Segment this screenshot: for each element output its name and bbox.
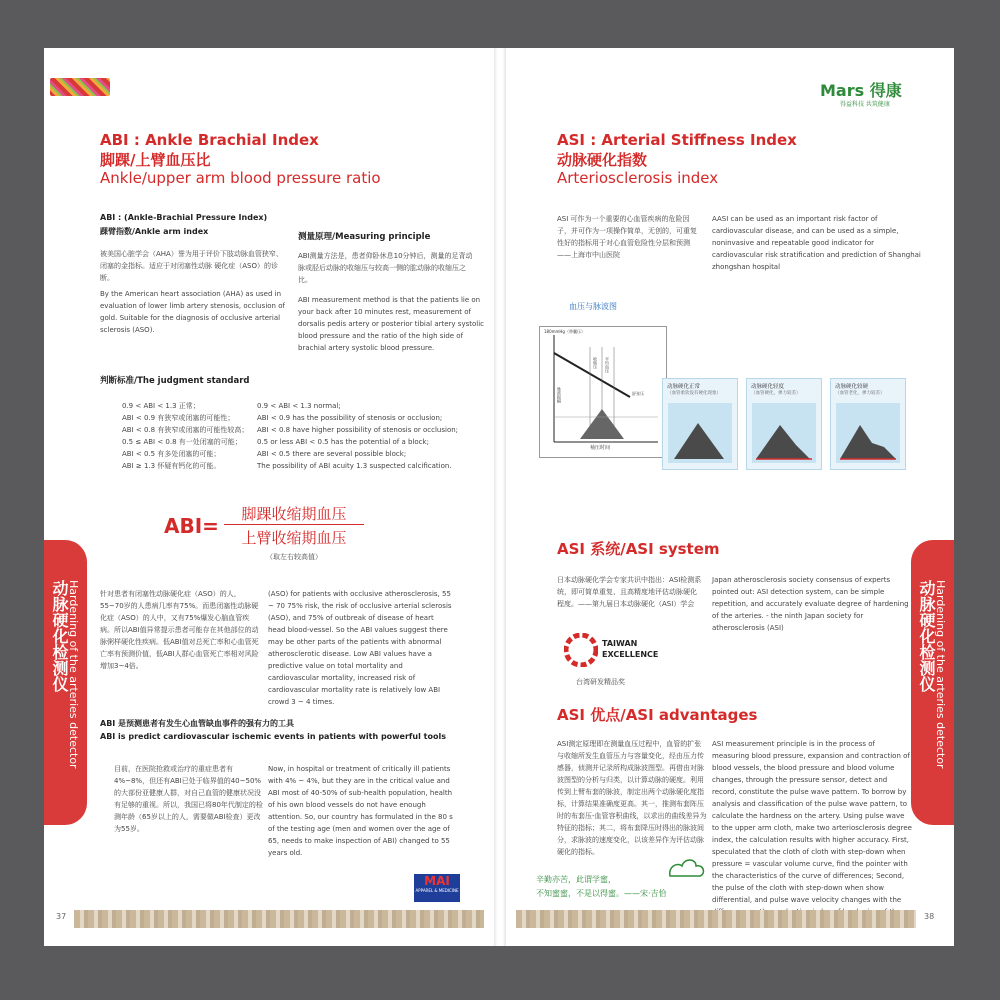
judgment-en-item: The possibility of ABI acuity 1.3 suspected calcification. — [257, 462, 452, 470]
formula-denominator: 上臂收缩期血压 — [241, 529, 347, 547]
chart-legend-0: 脉波振幅 — [557, 387, 562, 403]
judgment-en-item: 0.5 or less ABI < 0.5 has the potential of a block; — [257, 438, 429, 446]
wave-card-plot — [836, 403, 900, 463]
wave-card-sub: （血管硬化，弹力较差） — [751, 391, 801, 396]
brand-logo: Mars 得康 — [820, 81, 902, 100]
taiwan-line1: TAIWAN — [602, 639, 638, 648]
poem-line1: 辛勤亦苦，此谓学蜜， — [536, 875, 616, 884]
page-number: 37 — [56, 912, 67, 921]
wave-shape-hard — [836, 403, 900, 463]
side-tab-en: Hardening of the arteries detector — [67, 580, 80, 769]
wave-card-sub: （血管柔软没有硬化现象） — [667, 391, 721, 396]
para1-cn: 针对患者有闭塞性动脉硬化症（ASO）的人，55~70岁的人患病几率有75%。而患闭塞性动脉硬化症（ASO）的人中，又有75%爆发心脑血管疾病。所以ABI值异常提示患者可能存在其他部位的动脉粥样硬化性疾病。低ABI值对总死亡率和心血管死亡率有预测价值，低ABI人群心血管死亡率相对风险增加3~4倍。 — [100, 590, 259, 670]
advantages-en: ASI measurement principle is in the process of measuring blood pressure, expansion and contraction of blood vessels, the blood pressure and blood volume changes, through the pressure sensor, detect and record, constitute the pulse wave pattern. To borrow by analysis and classification of the pulse wave pattern, to calculate the hardness on the artery. Using pulse wave to the upper arm cloth, make two arteriosclerosis degree index, the calculation results with higher accuracy. First, speculated that the cloth of cloth with step-down when pressure = vascular volume curve, find the pointer with the characteristics of the curve of differences; Second, the pulse of the cloth with step-down when show differential, and pulse wave velocity changes with the — [712, 740, 912, 904]
formula-note: （取左右较高值） — [266, 553, 322, 561]
chart-x-label: 袖压时间 — [590, 445, 611, 451]
advantages-cn: ASI测定原理即在测量血压过程中，血管的扩张与收缩所发生血管压力与容量变化，经由压力传感器，侦测并记录所构成脉波图型。再借由对脉波图型的分析与归类，以计算动脉的硬度。利用传到上臂布套的脉波，制定出两个动脉硬化度指标，计算结果准确度更高。其一，推测布套阵压时的布套压-血管容积曲线，以求出的曲线差异为特征的指标；其二，将布套降压时得出的脉波间分，求脉波的速度变化，以该差异作为评估动脉硬化的指标。 — [557, 740, 707, 856]
abi-title-cn: 脚踝/上臂血压比 — [100, 151, 211, 169]
judgment-en-item: ABI < 0.5 there are several possible block; — [257, 450, 407, 458]
pulse-amplitude-shape — [580, 409, 624, 439]
abi-intro-en: By the American heart association (AHA) as used in evaluation of lower limb artery stenosis, occlusion of gold. Suitable for the diagnosis of occlusive arterial sclerosis (ASO). — [100, 290, 285, 334]
poem-line2: 不知蜜蜜，不是以得蜜。——宋·吉恰 — [536, 889, 667, 898]
chart-label: 血压与脉波图 — [569, 302, 617, 311]
judgment-en-list — [257, 400, 467, 472]
system-en: Japan atherosclerosis society consensus of experts pointed out: ASI detection system, can be simple repetition, and accurately evaluate degree of hardening of the arteries. - the ninth Japan society for atherosclerosis (ASI) — [712, 576, 909, 632]
para2-cn: 目前，在医院抢救或治疗的重症患者有4%~8%，但还有ABI已处于临界值的40~50%的大部份亚健康人群，对自己血管的健康状况没有足够的重视。所以，我国已将80年代制定的检测年龄（65岁以上的人，需要做ABI检查）更改为55岁。 — [114, 765, 263, 833]
para2-en: Now, in hospital or treatment of critically ill patients with 4% ~ 4%, but they are in the critical value and ABI most of 40-50% of sub-health population, health of his own blood vessels do not have enough attention. So, our country has formulated in the 80 s of the testing age (men and women over the age of 65, needs to make inspection of ABI) changed to 55 years old. — [268, 765, 453, 857]
chart-y-label: 180mmHg（带囊压） — [544, 329, 585, 334]
formula-fraction-line — [224, 524, 364, 525]
side-tab — [911, 540, 954, 825]
chart-legend-2: 平均血压 — [605, 357, 610, 373]
left-page — [44, 48, 494, 946]
wave-card-plot — [752, 403, 816, 463]
judgment-en-item: ABI < 0.8 have higher possibility of stenosis or occlusion; — [257, 426, 459, 434]
side-tab-cn: 动脉硬化检测仪 — [917, 580, 936, 692]
judgment-cn-item: 0.9 < ABI < 1.3 正常； — [122, 402, 200, 410]
abi-title-en: ABI : Ankle Brachial Index — [100, 131, 319, 149]
wave-card-mild — [746, 378, 822, 470]
tool-heading-en: ABI is predict cardiovascular ischemic events in patients with powerful tools — [100, 732, 446, 741]
asi-title-en: ASI : Arterial Stiffness Index — [557, 131, 797, 149]
brand-slogan: 得益科技 共筑健康 — [840, 101, 890, 108]
chart-legend-1: 收缩压 — [593, 357, 598, 369]
right-page — [506, 48, 954, 946]
abi-intro-cn: 被美国心脏学会（AHA）誉为用于评价下肢动脉血管狭窄、闭塞的金指标。适应于对闭塞性动脉 硬化症（ASO）的诊断。 — [100, 250, 283, 282]
page-number: 38 — [924, 912, 935, 921]
asi-intro-cn: ASI 可作为一个重要的心血管疾病的危险因子，并可作为一项操作简单，无创的，可重复性好的指标用于对心血管危险性分层和预测——上海市中山医院 — [557, 215, 697, 259]
judgment-cn-item: ABI < 0.8 有狭窄或闭塞的可能性较高； — [122, 426, 249, 434]
abi-title-sub: Ankle/upper arm blood pressure ratio — [100, 169, 381, 187]
system-heading: ASI 系统/ASI system — [557, 540, 720, 558]
side-tab-en: Hardening of the arteries detector — [934, 580, 947, 769]
advantages-heading: ASI 优点/ASI advantages — [557, 706, 758, 724]
taiwan-excellence-icon — [564, 633, 598, 667]
mai-badge-sub: APPAREL & MEDICINE — [415, 888, 459, 893]
formula-lhs: ABI= — [164, 514, 219, 538]
asi-title-sub: Arteriosclerosis index — [557, 169, 719, 187]
wave-card-title: 动脉硬化轻度 — [751, 384, 785, 390]
judgment-en-item: 0.9 < ABI < 1.3 normal; — [257, 402, 341, 410]
asi-intro-en: AASI can be used as an important risk factor of cardiovascular disease, and can be used as a simple, noninvasive and repeatable good indicator for cardiovascular risk stratification and prediction of Shanghai zhongshan hospital — [712, 215, 921, 271]
system-cn: 日本动脉硬化学会专家共识中指出：ASI检测系统，即可简单重复、且高精度地评估动脉硬化程度。——第九届日本动脉硬化（ASI）学会 — [557, 576, 702, 608]
cloud-icon — [666, 854, 708, 882]
side-tab-cn: 动脉硬化检测仪 — [50, 580, 69, 692]
judgment-en-item: ABI < 0.9 has the possibility of stenosis or occlusion; — [257, 414, 443, 422]
abi-intro-heading: ABI : (Ankle-Brachial Pressure Index) — [100, 213, 268, 222]
taiwan-line2: EXCELLENCE — [602, 650, 659, 659]
taiwan-cn: 台湾研发精品奖 — [576, 678, 625, 686]
abi-intro-subheading: 踝臂指数/Ankle arm index — [100, 227, 209, 236]
wave-shape-mild — [752, 403, 816, 463]
wave-shape-normal — [668, 403, 732, 463]
chart-legend-3: 舒张压 — [632, 391, 644, 396]
taiwan-excellence-logo — [564, 633, 664, 673]
judgment-heading: 判断标准/The judgment standard — [100, 376, 250, 386]
footer-strip — [74, 910, 484, 928]
bp-pulse-chart — [539, 326, 667, 458]
judgment-cn-item: 0.5 ≤ ABI < 0.8 有一处闭塞的可能； — [122, 438, 242, 446]
wave-card-sub: （血管老化，弹力较差） — [835, 391, 885, 396]
judgment-cn-item: ABI < 0.9 有狭窄或闭塞的可能性； — [122, 414, 235, 422]
para1-en: (ASO) for patients with occlusive atherosclerosis, 55 ~ 70 75% risk, the risk of occlusive arterial sclerosis (ASO), and 75% of outbreak of disease of heart head blood-vessel. So the ABI values suggest there may be other parts of the patients with abnormal atherosclerotic disease. Low ABI values have a predictive value on total mortality and cardiovascular mortality, increased risk of cardiovascular mortality rate is relatively low ABI crowd 3 ~ 4 times. — [268, 590, 452, 706]
formula-numerator: 脚踝收缩期血压 — [241, 505, 347, 523]
asi-title-cn: 动脉硬化指数 — [557, 151, 648, 169]
wave-card-title: 动脉硬化较硬 — [835, 384, 869, 390]
principle-cn: ABI测量方法是，患者仰卧休息10分钟后，测量的足背动脉或胫后动脉的收缩压与较高一侧的肱动脉的收缩压之比。 — [298, 252, 473, 284]
principle-heading: 测量原理/Measuring principle — [298, 232, 431, 242]
judgment-cn-list — [122, 400, 252, 472]
floral-decoration — [50, 78, 110, 96]
tool-heading-cn: ABI 是预测患者有发生心血管缺血事件的强有力的工具 — [100, 719, 295, 728]
judgment-cn-item: ABI < 0.5 有多处闭塞的可能； — [122, 450, 221, 458]
judgment-cn-item: ABI ≥ 1.3 怀疑有钙化的可能。 — [122, 462, 221, 470]
principle-en: ABI measurement method is that the patients lie on your back after 10 minutes rest, measurement of dorsalis pedis artery or posterior tibial artery systolic blood pressure and the ratio of the high side of brachial artery systolic blood pressure. — [298, 296, 484, 352]
wave-card-plot — [668, 403, 732, 463]
side-tab — [44, 540, 87, 825]
wave-card-hard — [830, 378, 906, 470]
mai-badge-text: MAI — [424, 874, 450, 888]
wave-card-normal — [662, 378, 738, 470]
footer-strip — [516, 910, 916, 928]
book-spine — [494, 48, 506, 946]
mai-badge — [414, 874, 460, 902]
wave-card-title: 动脉硬化正常 — [667, 384, 701, 390]
